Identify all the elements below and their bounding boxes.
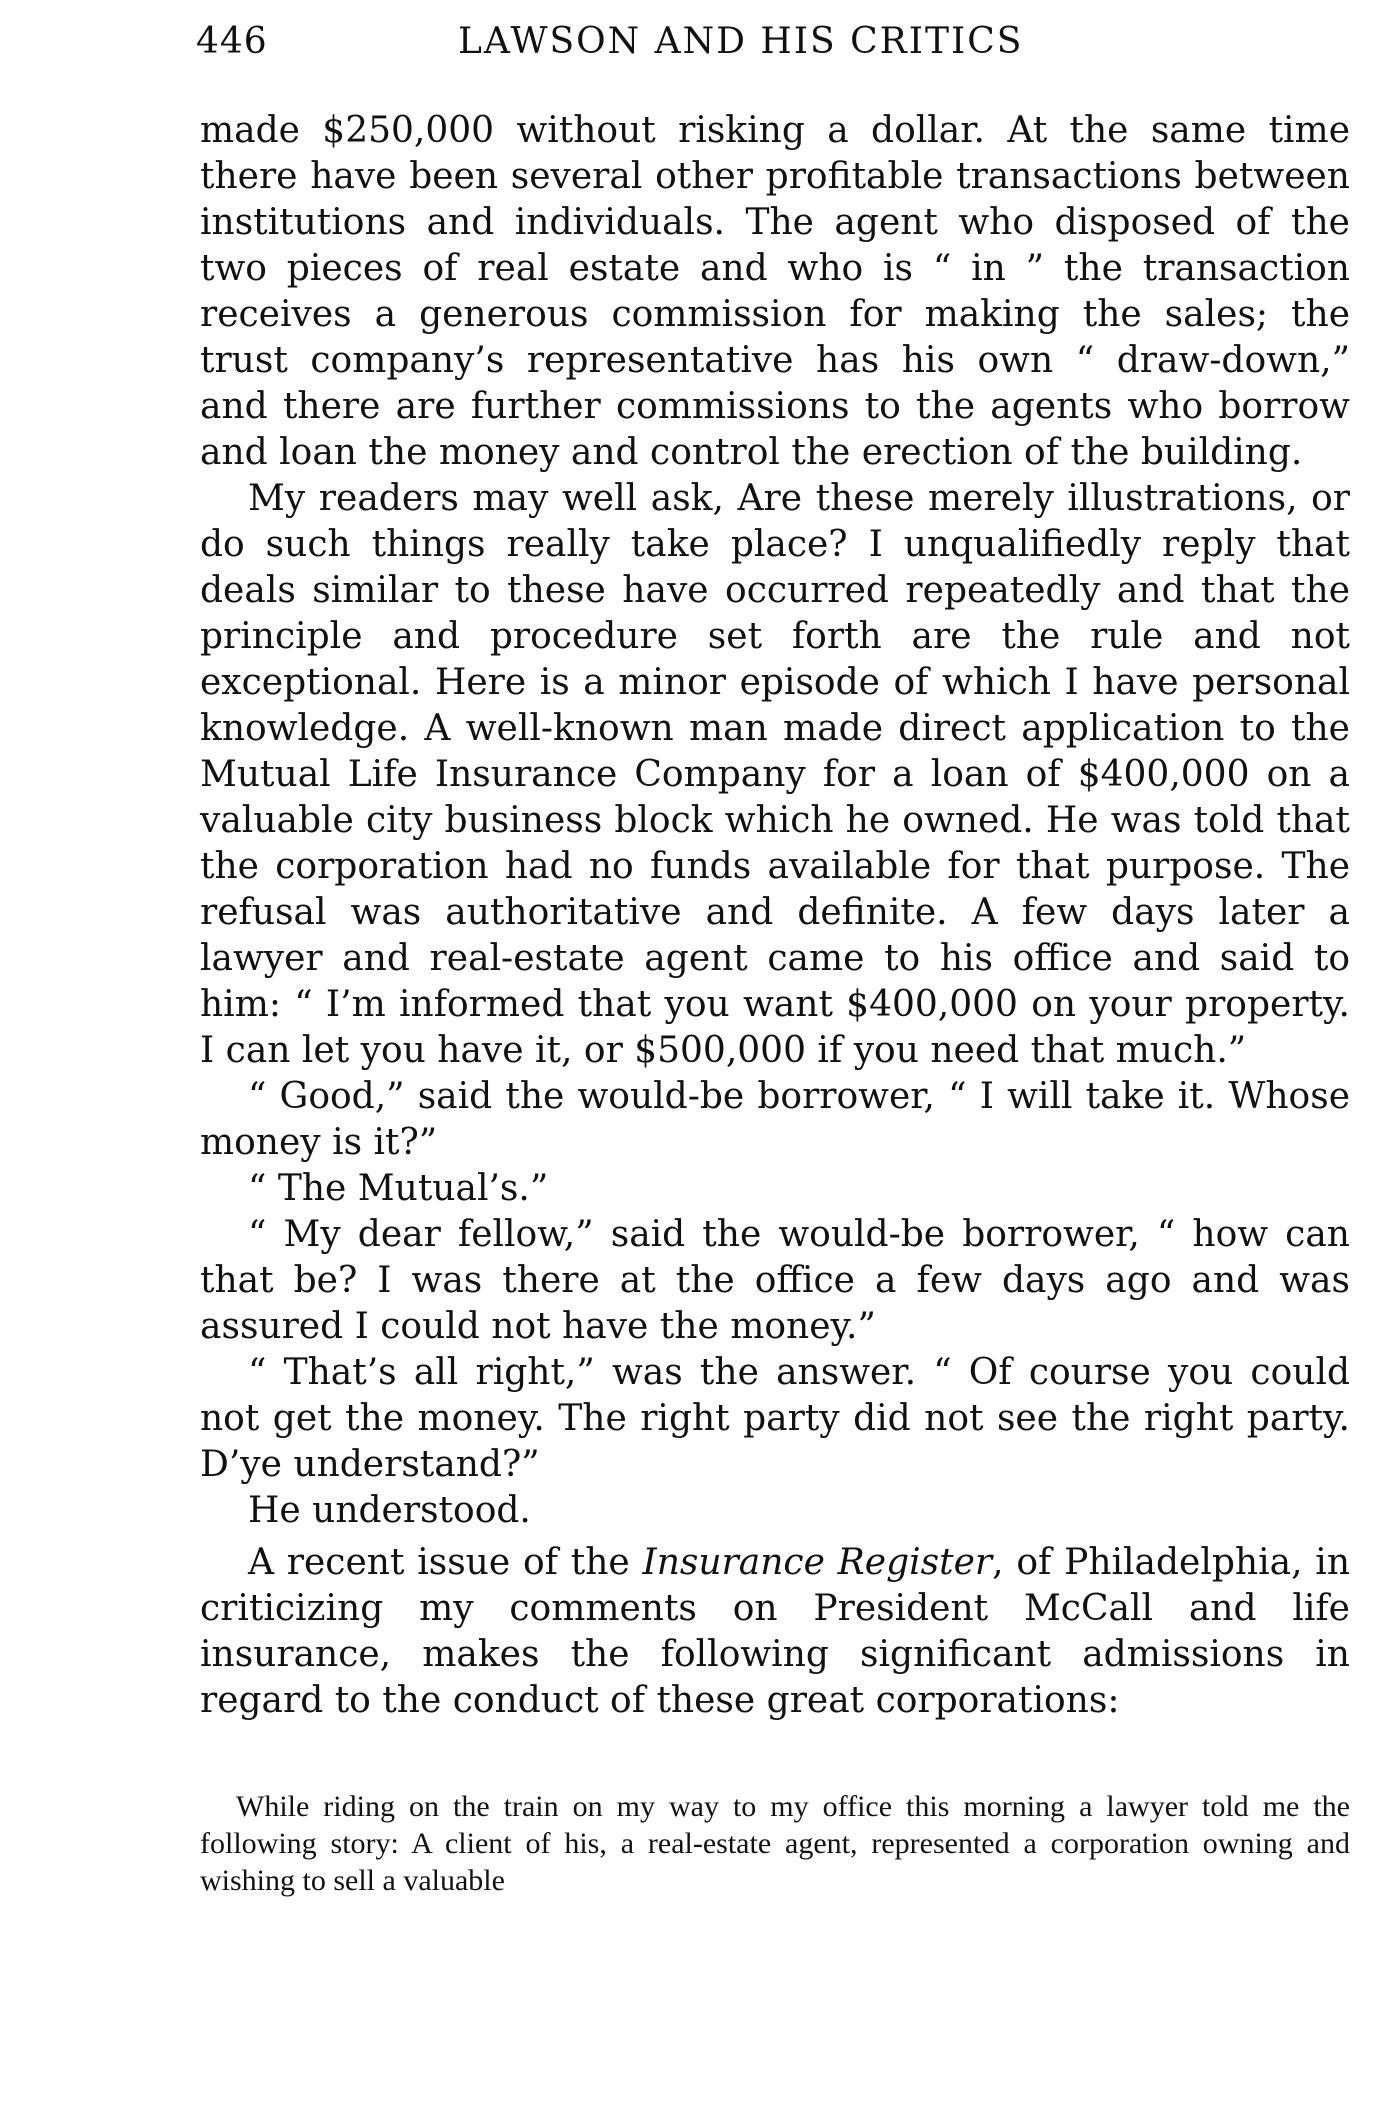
paragraph-understood: He understood. <box>248 1490 531 1531</box>
running-title: LAWSON AND HIS CRITICS <box>458 21 1024 62</box>
paragraph-readers-question: My readers may well ask, Are these merely illustrations, or do such things really take place? I unqualifiedly reply that deals similar to these have occurred repeatedly and that the principle and procedure set forth are the rule and not exceptional. Here is a minor episode of which I have personal knowledge. A well-known man made direct application to the Mutual Life Insurance Company for a loan of $400,000 on a valuable city business block which he owned. He was told that the corporation had no funds available for that purpose. The refusal was authoritative and definite. A few days later a lawyer and real-estate agent came to his office and said to him: “ I’m informed that you want $400,000 on your property. I can let you have it, or $500,000 if you need that much.” <box>200 478 1350 1071</box>
paragraph-continued: made $250,000 without risking a dollar. At the same time there have been several other profitable transactions between institutions and individuals. The agent who disposed of the two pieces of real estate and who is “ in ” the transaction receives a generous commission for making the sales; the trust company’s representative has his own “ draw-down,” and there are further commissions to the agents who borrow and loan the money and control the erection of the building. <box>200 110 1350 473</box>
block-quote <box>200 1788 1350 1899</box>
dialogue-all-right: “ That’s all right,” was the answer. “ Of course you could not get the money. The right party did not see the right party. D’ye understand?” <box>200 1352 1350 1485</box>
running-head <box>196 14 1350 70</box>
publication-title: Insurance Register <box>642 1542 993 1583</box>
paragraph-insurance-register <box>200 1540 1350 1724</box>
dialogue-good: “ Good,” said the would-be borrower, “ I will take it. Whose money is it?” <box>200 1076 1350 1163</box>
body-text <box>200 108 1350 1724</box>
paragraph-insurance-register-start: A recent issue of the <box>248 1542 630 1583</box>
page-number: 446 <box>196 21 268 62</box>
dialogue-dear-fellow: “ My dear fellow,” said the would-be borrower, “ how can that be? I was there at the office a few days ago and was assured I could not have the money.” <box>200 1214 1350 1347</box>
dialogue-mutual: “ The Mutual’s.” <box>248 1168 549 1209</box>
paragraph-insurance-register-end: , of Philadelphia, in criticizing my comments on President McCall and life insurance, makes the following significant admissions in regard to the conduct of these great corporations: <box>200 1542 1351 1721</box>
block-quote-text: While riding on the train on my way to my office this morning a lawyer told me the following story: A client of his, a real-estate agent, represented a corporation owning and wishing to sell a valuable <box>200 1790 1350 1897</box>
